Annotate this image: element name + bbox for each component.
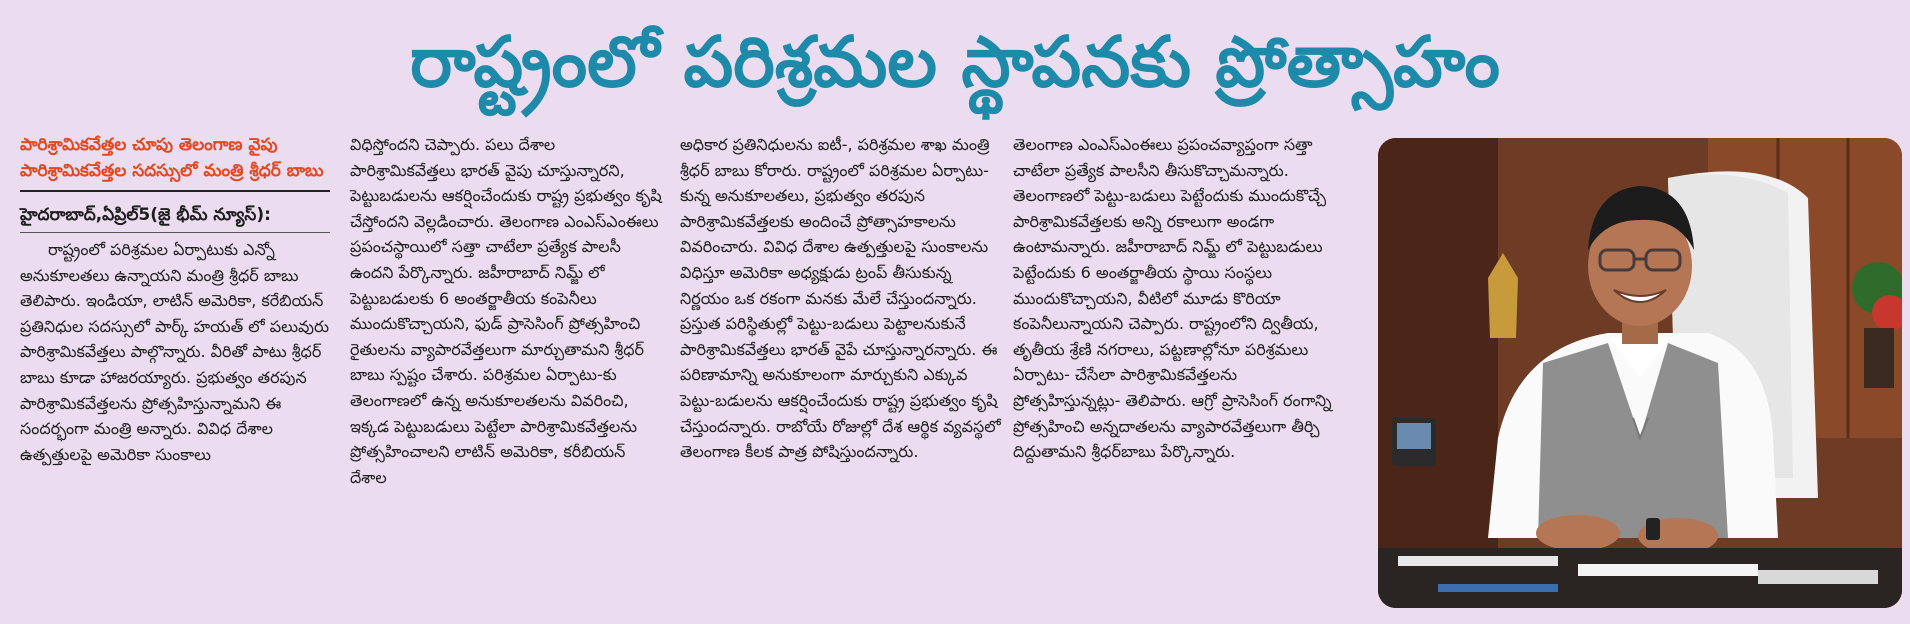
article-column-1 [20,132,330,467]
minister-photo-illustration [1378,138,1902,608]
article-column-3 [680,132,1002,465]
article-body-col3: అధికార ప్రతినిధులను ఐటీ-, పరిశ్రమల శాఖ మంత్రి శ్రీధర్ బాబు కోరారు. రాష్ట్రంలో పరిశ్రమల ఏర్పాటు-కున్న అనుకూలతలు, ప్రభుత్వం తరపున పారిశ్రామికవేత్తలకు అందించే ప్రోత్సాహకాలను వివరించారు. వివిధ దేశాల ఉత్పత్తులపై సుంకాలను విధిస్తూ అమెరికా అధ్యక్షుడు ట్రంప్ తీసుకున్న నిర్ణయం ఒక రకంగా మనకు మేలే చేస్తుందన్నారు. ప్రస్తుత పరిస్థితుల్లో పెట్టు-బడులు పెట్టాలనుకునే పారిశ్రామికవేత్తలు భారత్ వైపే చూస్తున్నారన్నారు. ఈ పరిణామాన్ని అనుకూలంగా మార్చుకుని ఎక్కువ పెట్టు-బడులను ఆకర్షించేందుకు రాష్ట్ర ప్రభుత్వం కృషి చేస్తుందన్నారు. రాబోయే రోజుల్లో దేశ ఆర్థిక వ్యవస్థలో తెలంగాణ కీలక పాత్ర పోషిస్తుందన్నారు. [680,135,1001,462]
sub-head-line-2: పారిశ్రామికవేత్తల సదస్సులో మంత్రి శ్రీధర్ బాబు [20,161,324,181]
sub-head-line-1: పారిశ్రామికవేత్తల చూపు తెలంగాణ వైపు [20,135,278,155]
article-body-col2: విధిస్తోందని చెప్పారు. పలు దేశాల పారిశ్రామికవేత్తలు భారత్ వైపు చూస్తున్నారని, పెట్టుబడులను ఆకర్షించేందుకు రాష్ట్ర ప్రభుత్వం కృషి చేస్తోందని వెల్లడించారు. తెలంగాణ ఎంఎస్ఎంఈలు ప్రపంచస్థాయిలో సత్తా చాటేలా ప్రత్యేక పాలసీ ఉందని పేర్కొన్నారు. జహీరాబాద్ నిమ్జ్ లో పెట్టుబడులకు 6 అంతర్జాతీయ కంపెనీలు ముందుకొచ్చాయని, ఫుడ్ ప్రాసెసింగ్ ప్రోత్సహించి రైతులను వ్యాపారవేత్తలుగా మార్చుతామని శ్రీధర్ బాబు స్పష్టం చేశారు. పరిశ్రమల ఏర్పాటు-కు తెలంగాణలో ఉన్న అనుకూలతలను వివరించి, ఇక్కడ పెట్టుబడులు పెట్టేలా పారిశ్రామికవేత్తలను ప్రోత్సహించాలని లాటిన్ అమెరికా, కరీబియన్ దేశాల [350,135,662,487]
dateline-divider [20,232,330,233]
article-column-4 [1013,132,1340,465]
article-body-col4: తెలంగాణ ఎంఎస్ఎంఈలు ప్రపంచవ్యాప్తంగా సత్తా చాటేలా ప్రత్యేక పాలసీని తీసుకొచ్చామన్నారు. తెలంగాణలో పెట్టు-బడులు పెట్టేందుకు ముందుకొచ్చే పారిశ్రామికవేత్తలకు అన్ని రకాలుగా అండగా ఉంటామన్నారు. జహీరాబాద్ నిమ్జ్ లో పెట్టుబడులు పెట్టేందుకు 6 అంతర్జాతీయ స్థాయి సంస్థలు ముందుకొచ్చాయని, వీటిలో మూడు కొరియా కంపెనీలున్నాయని చెప్పారు. రాష్ట్రంలోని ద్వితీయ, తృతీయ శ్రేణి నగరాలు, పట్టణాల్లోనూ పరిశ్రమలు ఏర్పాటు- చేసేలా పారిశ్రామికవేత్తలను ప్రోత్సహిస్తున్నట్లు- తెలిపారు. ఆగ్రో ప్రాసెసింగ్ రంగాన్ని ప్రోత్సహించి అన్నదాతలను వ్యాపారవేత్తలుగా తీర్చి దిద్దుతామని శ్రీధర్‌బాబు పేర్కొన్నారు. [1013,135,1332,462]
minister-photo [1378,138,1902,608]
sub-head-divider [20,190,330,192]
dateline: హైదరాబాద్,ఏప్రిల్5(జై భీమ్ న్యూస్): [20,205,271,225]
article-body-col1: రాష్ట్రంలో పరిశ్రమల ఏర్పాటుకు ఎన్నో అనుకూలతలు ఉన్నాయని మంత్రి శ్రీధర్ బాబు తెలిపారు. ఇండియా, లాటిన్ అమెరికా, కరేబియన్ ప్రతినిధుల సదస్సులో పార్క్ హయత్ లో పలువురు పారిశ్రామికవేత్తలు పాల్గొన్నారు. వీరితో పాటు శ్రీధర్ బాబు కూడా హాజరయ్యారు. ప్రభుత్వం తరపున పారిశ్రామికవేత్తలను ప్రోత్సహిస్తున్నామని ఈ సందర్భంగా మంత్రి అన్నారు. వివిధ దేశాల ఉత్పత్తులపై అమెరికా సుంకాలు [20,240,330,464]
article-column-2 [350,132,665,490]
page-headline: రాష్ట్రంలో పరిశ్రమల స్థాపనకు ప్రోత్సాహం [409,21,1501,103]
